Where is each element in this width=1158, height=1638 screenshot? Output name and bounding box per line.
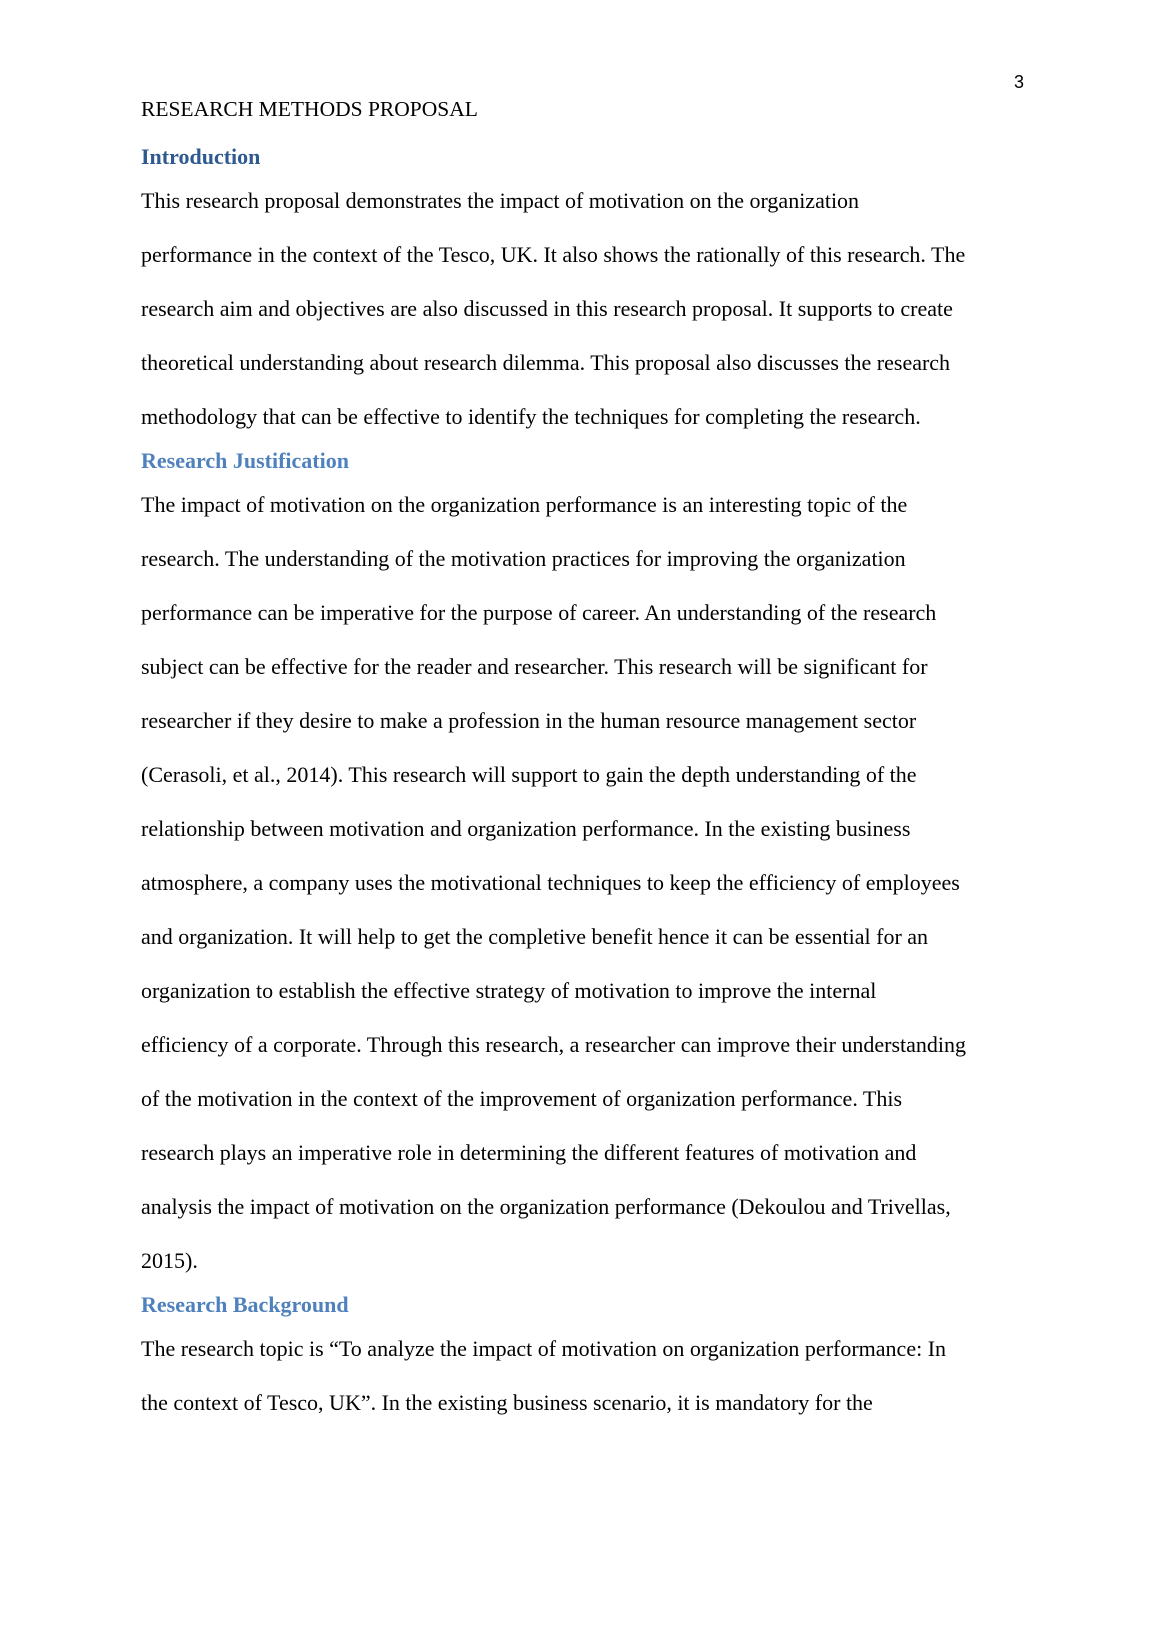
page-number: 3: [1013, 72, 1024, 92]
text-line: 2015).: [141, 1248, 198, 1273]
text-line: performance can be imperative for the purpose of career. An understanding of the research: [141, 600, 937, 625]
text-line: efficiency of a corporate. Through this research, a researcher can improve their understanding: [141, 1032, 967, 1057]
text-line: research aim and objectives are also discussed in this research proposal. It supports to create: [141, 296, 953, 321]
document-body: [141, 140, 1031, 1430]
text-line: research plays an imperative role in determining the different features of motivation and: [141, 1140, 917, 1165]
heading-research-background: Research Background: [141, 1292, 349, 1317]
text-line: (Cerasoli, et al., 2014). This research will support to gain the depth understanding of the: [141, 762, 917, 787]
text-line: the context of Tesco, UK”. In the existing business scenario, it is mandatory for the: [141, 1390, 873, 1415]
text-line: relationship between motivation and organization performance. In the existing business: [141, 816, 911, 841]
text-line: researcher if they desire to make a profession in the human resource management sector: [141, 708, 917, 733]
text-line: performance in the context of the Tesco, UK. It also shows the rationally of this research. The: [141, 242, 966, 267]
text-line: The impact of motivation on the organization performance is an interesting topic of the: [141, 492, 908, 517]
paragraph-research-background: [141, 1322, 1031, 1430]
text-line: research. The understanding of the motivation practices for improving the organization: [141, 546, 906, 571]
text-line: atmosphere, a company uses the motivational techniques to keep the efficiency of employees: [141, 870, 960, 895]
text-line: of the motivation in the context of the improvement of organization performance. This: [141, 1086, 903, 1111]
text-line: This research proposal demonstrates the impact of motivation on the organization: [141, 188, 860, 213]
text-line: The research topic is “To analyze the impact of motivation on organization performance: In: [141, 1336, 947, 1361]
paragraph-research-justification: [141, 478, 1031, 1288]
text-line: organization to establish the effective strategy of motivation to improve the internal: [141, 978, 877, 1003]
heading-introduction: Introduction: [141, 144, 261, 169]
paragraph-introduction: [141, 174, 1031, 444]
running-head: RESEARCH METHODS PROPOSAL: [141, 97, 478, 121]
text-line: subject can be effective for the reader and researcher. This research will be significant for: [141, 654, 928, 679]
text-line: analysis the impact of motivation on the organization performance (Dekoulou and Trivellas,: [141, 1194, 951, 1219]
text-line: theoretical understanding about research dilemma. This proposal also discusses the research: [141, 350, 951, 375]
heading-research-justification: Research Justification: [141, 448, 349, 473]
text-line: methodology that can be effective to identify the techniques for completing the research.: [141, 404, 921, 429]
text-line: and organization. It will help to get the completive benefit hence it can be essential for an: [141, 924, 929, 949]
